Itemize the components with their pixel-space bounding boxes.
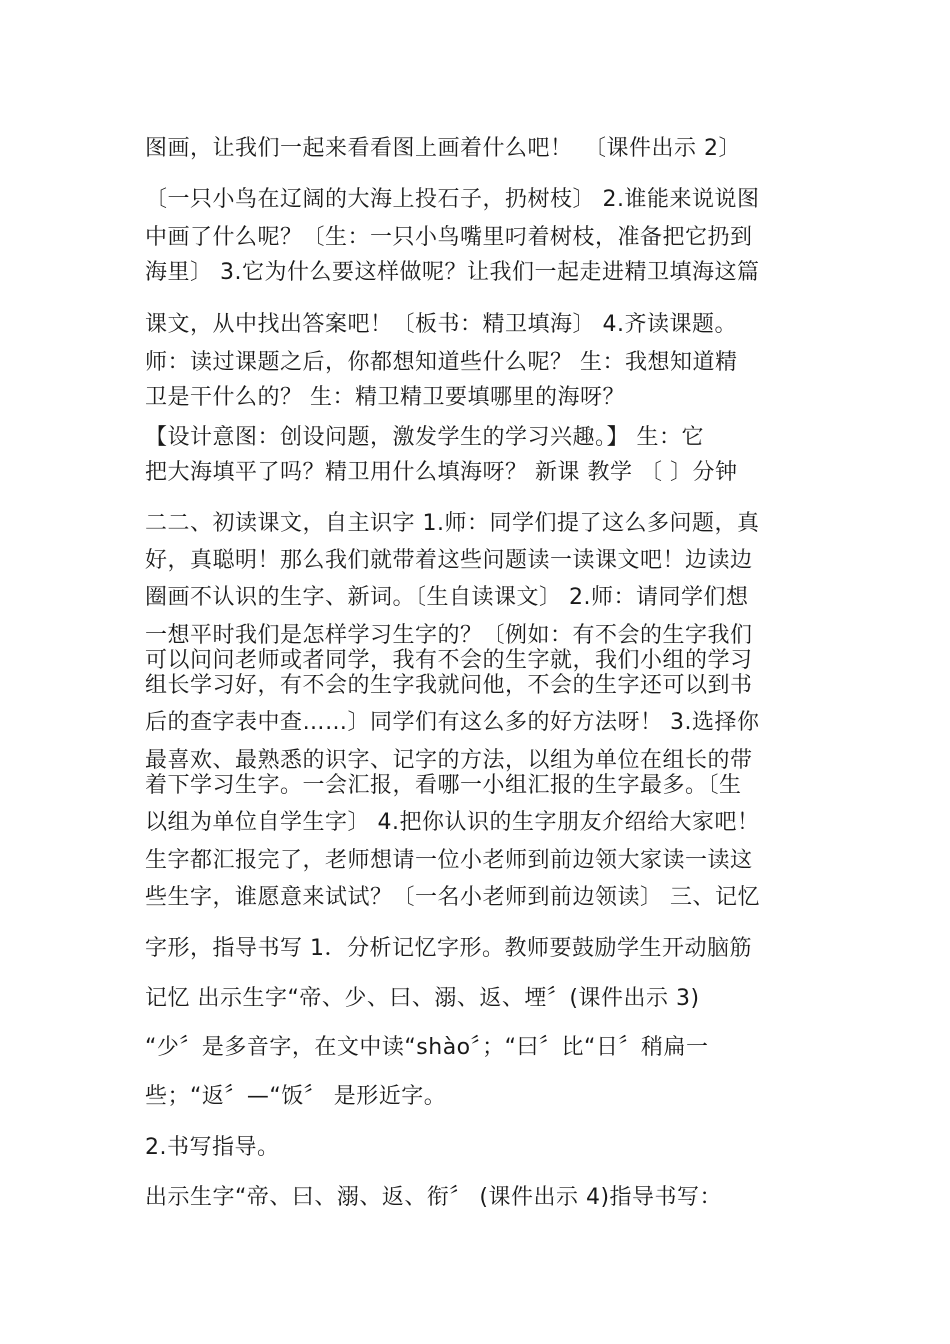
- text-line: 〔一只小鸟在辽阔的大海上投石子，扔树枝〕 2.谁能来说说图: [145, 187, 760, 212]
- text-line: 【设计意图：创设问题，激发学生的学习兴趣。】 生：它: [145, 425, 704, 450]
- text-line: 着下学习生字。一会汇报，看哪一小组汇报的生字最多。〔生: [145, 773, 742, 798]
- text-line: 圈画不认识的生字、新词。〔生自读课文〕 2.师：请同学们想: [145, 585, 749, 610]
- text-line: 字形，指导书写 1．分析记忆字形。教师要鼓励学生开动脑筋: [145, 936, 752, 961]
- text-line: 海里〕 3.它为什么要这样做呢？让我们一起走进精卫填海这篇: [145, 260, 760, 285]
- text-line: 卫是干什么的？ 生：精卫精卫要填哪里的海呀？: [145, 385, 625, 410]
- text-line: 以组为单位自学生字〕 4.把你认识的生字朋友介绍给大家吧！: [145, 810, 760, 835]
- text-line: 图画，让我们一起来看看图上画着什么吧！ 〔课件出示 2〕: [145, 136, 741, 161]
- text-line: 师：读过课题之后，你都想知道些什么呢？ 生：我想知道精: [145, 350, 738, 375]
- text-line: 些生字，谁愿意来试试？〔一名小老师到前边领读〕 三、记忆: [145, 885, 760, 910]
- text-line: 好，真聪明！那么我们就带着这些问题读一读课文吧！边读边: [145, 548, 753, 573]
- text-line: 些；“返〞—“饭〞 是形近字。: [145, 1084, 447, 1109]
- text-line: 最喜欢、最熟悉的识字、记字的方法，以组为单位在组长的带: [145, 748, 753, 773]
- text-line: 一想平时我们是怎样学习生字的？〔例如：有不会的生字我们: [145, 623, 753, 648]
- text-line: 出示生字“帝、曰、溺、返、衔〞 (课件出示 4)指导书写：: [145, 1185, 723, 1210]
- text-line: 组长学习好，有不会的生字我就问他，不会的生字还可以到书: [145, 673, 753, 698]
- text-line: 后的查字表中查……〕同学们有这么多的好方法呀！ 3.选择你: [145, 710, 760, 735]
- text-line: 可以问问老师或者同学，我有不会的生字就，我们小组的学习: [145, 648, 753, 673]
- text-line: 把大海填平了吗？精卫用什么填海呀？ 新课 教学 〔 〕分钟: [145, 460, 738, 485]
- text-line: 二二、初读课文，自主识字 1.师：同学们提了这么多问题，真: [145, 511, 760, 536]
- text-line: 记忆 出示生字“帝、少、曰、溺、返、堙〞(课件出示 3): [145, 986, 700, 1011]
- text-line: 中画了什么呢？〔生：一只小鸟嘴里叼着树枝，准备把它扔到: [145, 225, 753, 250]
- text-line: 课文，从中找出答案吧！〔板书：精卫填海〕 4.齐读课题。: [145, 312, 737, 337]
- text-line: “少〞是多音字，在文中读“shào〞；“曰〞比“日〞稍扁一: [145, 1035, 709, 1060]
- text-line: 生字都汇报完了，老师想请一位小老师到前边领大家读一读这: [145, 848, 753, 873]
- text-line: 2.书写指导。: [145, 1135, 280, 1160]
